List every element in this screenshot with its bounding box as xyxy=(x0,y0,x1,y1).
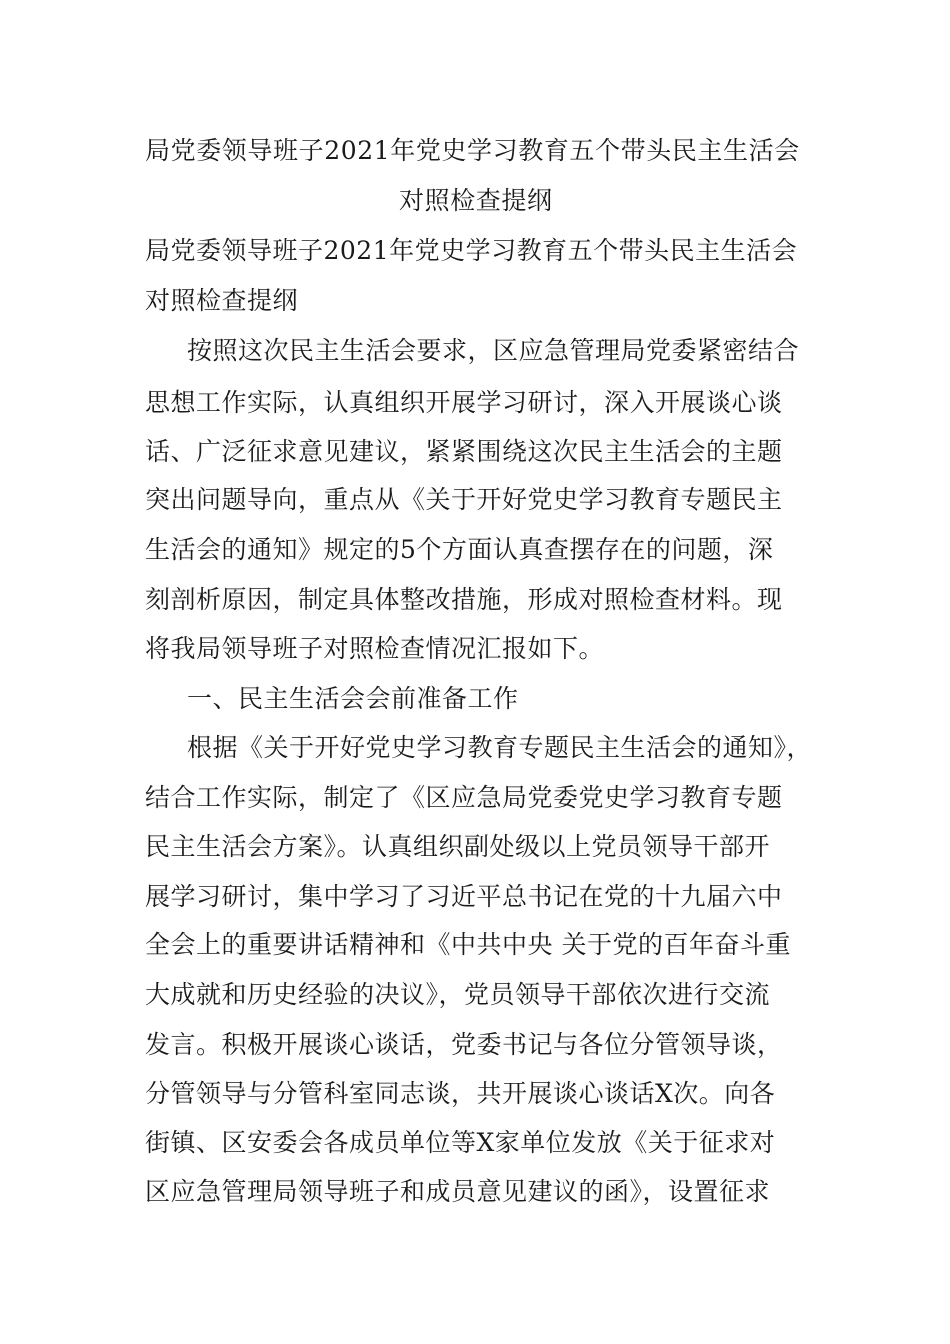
document-subtitle-line-1: 局党委领导班子2021年党史学习教育五个带头民主生活会 xyxy=(145,236,798,265)
paragraph-1-line-2: 思想工作实际，认真组织开展学习研讨，深入开展谈心谈 xyxy=(145,388,783,417)
paragraph-2-line-7: 发言。积极开展谈心谈话，党委书记与各位分管领导谈， xyxy=(145,1030,783,1059)
paragraph-2-line-1: 根据《关于开好党史学习教育专题民主生活会的通知》， xyxy=(187,733,813,762)
section-1-heading: 一、民主生活会会前准备工作 xyxy=(187,684,519,713)
paragraph-1-line-4: 突出问题导向，重点从《关于开好党史学习教育专题民主 xyxy=(145,485,783,514)
paragraph-2-line-8: 分管领导与分管科室同志谈，共开展谈心谈话X次。向各 xyxy=(145,1079,776,1108)
paragraph-1-line-3: 话、广泛征求意见建议，紧紧围绕这次民主生活会的主题 xyxy=(145,437,783,466)
paragraph-2-line-10: 区应急管理局领导班子和成员意见建议的函》，设置征求 xyxy=(145,1177,771,1206)
paragraph-2-line-6: 大成就和历史经验的决议》，党员领导干部依次进行交流 xyxy=(145,980,771,1009)
paragraph-2-line-4: 展学习研讨，集中学习了习近平总书记在党的十九届六中 xyxy=(145,882,783,911)
paragraph-2-line-3: 民主生活会方案》。认真组织副处级以上党员领导干部开 xyxy=(145,832,771,861)
paragraph-1-line-5: 生活会的通知》规定的5个方面认真查摆存在的问题，深 xyxy=(145,535,774,564)
paragraph-1-line-6: 刻剖析原因，制定具体整改措施，形成对照检查材料。现 xyxy=(145,585,783,614)
document-title-line-2: 对照检查提纲 xyxy=(399,186,553,215)
document-title-line-1: 局党委领导班子2021年党史学习教育五个带头民主生活会 xyxy=(145,136,800,165)
paragraph-2-line-9: 街镇、区安委会各成员单位等X家单位发放《关于征求对 xyxy=(145,1128,776,1157)
paragraph-2-line-2: 结合工作实际，制定了《区应急局党委党史学习教育专题 xyxy=(145,783,783,812)
paragraph-1-line-1: 按照这次民主生活会要求，区应急管理局党委紧密结合 xyxy=(187,336,800,365)
paragraph-1-line-7: 将我局领导班子对照检查情况汇报如下。 xyxy=(145,634,605,663)
paragraph-2-line-5: 全会上的重要讲话精神和《中共中央 关于党的百年奋斗重 xyxy=(145,930,791,959)
document-subtitle-line-2: 对照检查提纲 xyxy=(145,286,299,315)
